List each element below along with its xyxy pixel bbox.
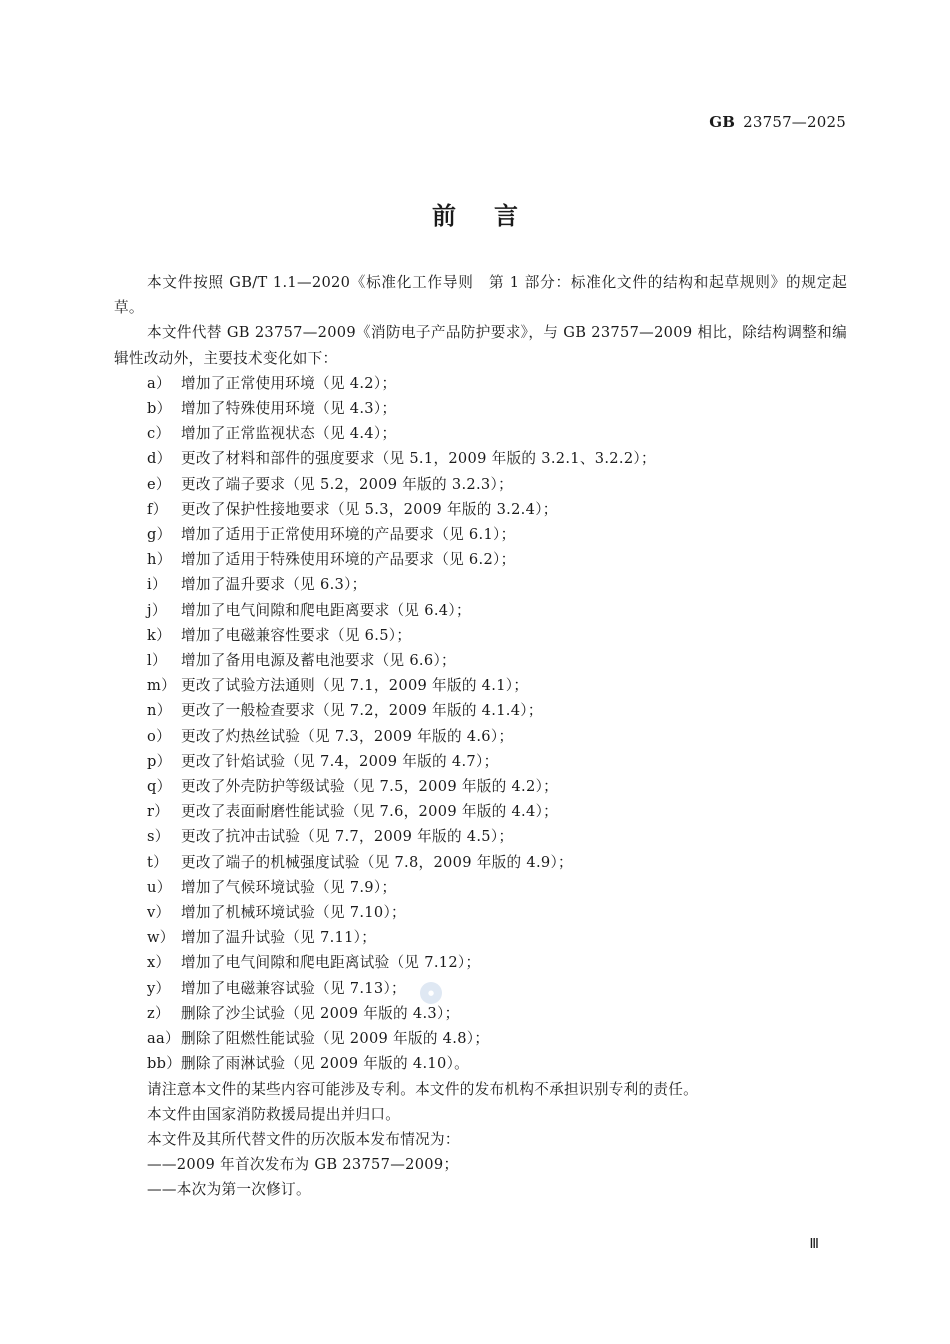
list-item-text: 增加了特殊使用环境（见 4.3）；: [181, 400, 397, 418]
list-item-text: 增加了电气间隙和爬电距离试验（见 7.12）；: [181, 954, 481, 972]
list-item-label: bb）: [147, 1055, 182, 1073]
list-item-text: 更改了端子的机械强度试验（见 7.8，2009 年版的 4.9）；: [181, 853, 573, 871]
list-item-text: 增加了备用电源及蓄电池要求（见 6.6）；: [181, 652, 456, 670]
list-item: [114, 875, 847, 900]
list-item-text: 更改了试验方法通则（见 7.1，2009 年版的 4.1）；: [181, 677, 529, 695]
page-title: 前言: [432, 202, 556, 230]
list-item-text: 增加了电磁兼容试验（见 7.13）；: [181, 979, 406, 997]
list-item: [114, 648, 847, 673]
list-item-label: b）: [147, 400, 172, 418]
list-item-label: g）: [147, 526, 172, 544]
list-item-label: aa）: [147, 1030, 180, 1048]
list-item: [114, 950, 847, 975]
list-item-label: n）: [147, 702, 172, 720]
list-item: [114, 900, 847, 925]
list-item: [114, 598, 847, 623]
foreword-body: [114, 270, 847, 1203]
history-item: ——2009 年首次发布为 GB 23757—2009；: [147, 1156, 459, 1174]
list-item-label: w）: [147, 929, 175, 947]
list-item: [114, 446, 847, 471]
drafting-rule-paragraph: 本文件按照 GB/T 1.1—2020《标准化工作导则 第 1 部分：标准化文件的结构和起草规则》的规定起草。: [114, 274, 847, 317]
list-item: [114, 522, 847, 547]
list-item: [114, 698, 847, 723]
list-item-text: 更改了材料和部件的强度要求（见 5.1，2009 年版的 3.2.1、3.2.2）；: [181, 450, 656, 468]
list-item-text: 删除了阻燃性能试验（见 2009 年版的 4.8）；: [181, 1030, 490, 1048]
history-item: ——本次为第一次修订。: [147, 1181, 311, 1199]
list-item-label: y）: [147, 979, 171, 997]
list-item-label: u）: [147, 878, 172, 896]
list-item-label: v）: [147, 904, 171, 922]
list-item: [114, 799, 847, 824]
standard-code: 23757—2025: [743, 113, 846, 131]
list-item-text: 更改了针焰试验（见 7.4，2009 年版的 4.7）；: [181, 752, 499, 770]
list-item-label: f）: [147, 500, 168, 518]
list-item-text: 删除了雨淋试验（见 2009 年版的 4.10）。: [181, 1055, 470, 1073]
list-item: [114, 497, 847, 522]
list-item-label: j）: [147, 601, 167, 619]
page-number: Ⅲ: [809, 1237, 819, 1252]
list-item-label: q）: [147, 778, 172, 796]
change-list: [114, 371, 847, 1077]
list-item-text: 更改了一般检查要求（见 7.2，2009 年版的 4.1.4）；: [181, 702, 543, 720]
replacement-paragraph: 本文件代替 GB 23757—2009《消防电子产品防护要求》，与 GB 23757—2009 相比，除结构调整和编辑性改动外，主要技术变化如下：: [114, 324, 847, 367]
list-item-text: 更改了外壳防护等级试验（见 7.5，2009 年版的 4.2）；: [181, 778, 559, 796]
list-item: [114, 1001, 847, 1026]
watermark-logo: ●: [420, 982, 442, 1004]
list-item: [114, 572, 847, 597]
list-item-label: o）: [147, 727, 171, 745]
list-item: [114, 396, 847, 421]
list-item-text: 增加了电气间隙和爬电距离要求（见 6.4）；: [181, 601, 471, 619]
list-item-label: s）: [147, 828, 170, 846]
list-item: [114, 1026, 847, 1051]
list-item-label: p）: [147, 752, 172, 770]
list-item-label: t）: [147, 853, 169, 871]
list-item: [114, 371, 847, 396]
list-item-label: z）: [147, 1004, 170, 1022]
list-item: [114, 673, 847, 698]
list-item-label: r）: [147, 803, 170, 821]
list-item-text: 增加了适用于特殊使用环境的产品要求（见 6.2）；: [181, 551, 516, 569]
list-item-label: i）: [147, 576, 167, 594]
list-item-label: h）: [147, 551, 172, 569]
list-item: [114, 547, 847, 572]
list-item-text: 更改了抗冲击试验（见 7.7，2009 年版的 4.5）；: [181, 828, 514, 846]
list-item-text: 更改了灼热丝试验（见 7.3，2009 年版的 4.6）；: [181, 727, 514, 745]
list-item-text: 增加了适用于正常使用环境的产品要求（见 6.1）；: [181, 526, 516, 544]
list-item-text: 增加了温升要求（见 6.3）；: [181, 576, 367, 594]
list-item-label: x）: [147, 954, 171, 972]
list-item-text: 增加了正常使用环境（见 4.2）；: [181, 374, 397, 392]
list-item-label: k）: [147, 626, 172, 644]
list-item-label: a）: [147, 374, 171, 392]
list-item: [114, 421, 847, 446]
patent-notice: 请注意本文件的某些内容可能涉及专利。本文件的发布机构不承担识别专利的责任。: [147, 1080, 699, 1098]
list-item: [114, 749, 847, 774]
list-item: [114, 472, 847, 497]
list-item-text: 更改了表面耐磨性能试验（见 7.6，2009 年版的 4.4）；: [181, 803, 559, 821]
list-item: [114, 724, 847, 749]
list-item-text: 删除了沙尘试验（见 2009 年版的 4.3）；: [181, 1004, 460, 1022]
list-item: [114, 925, 847, 950]
list-item-text: 增加了气候环境试验（见 7.9）；: [181, 878, 397, 896]
list-item-label: l）: [147, 652, 167, 670]
list-item: [114, 850, 847, 875]
list-item-label: c）: [147, 425, 171, 443]
list-item: [114, 623, 847, 648]
list-item-text: 增加了温升试验（见 7.11）；: [181, 929, 377, 947]
list-item-text: 增加了正常监视状态（见 4.4）；: [181, 425, 397, 443]
list-item-label: e）: [147, 475, 171, 493]
standard-prefix: GB: [709, 113, 736, 131]
list-item: [114, 1051, 847, 1076]
list-item-label: m）: [147, 677, 177, 695]
list-item: [114, 774, 847, 799]
list-item-text: 更改了保护性接地要求（见 5.3，2009 年版的 3.2.4）；: [181, 500, 558, 518]
list-item-text: 增加了电磁兼容性要求（见 6.5）；: [181, 626, 412, 644]
standard-number: [709, 113, 846, 131]
list-item: [114, 976, 847, 1001]
history-intro: 本文件及其所代替文件的历次版本发布情况为：: [147, 1130, 460, 1148]
list-item-text: 更改了端子要求（见 5.2，2009 年版的 3.2.3）；: [181, 475, 514, 493]
proposer-statement: 本文件由国家消防救援局提出并归口。: [147, 1105, 401, 1123]
list-item-text: 增加了机械环境试验（见 7.10）；: [181, 904, 406, 922]
list-item: [114, 824, 847, 849]
list-item-label: d）: [147, 450, 172, 468]
